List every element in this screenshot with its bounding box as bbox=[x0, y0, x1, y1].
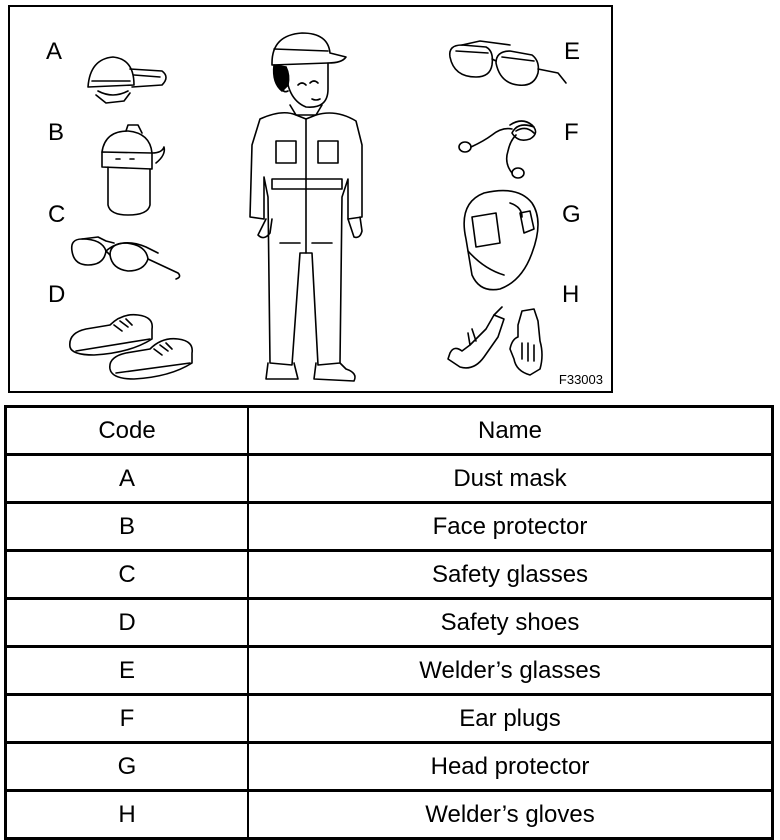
figure-label-c: C bbox=[48, 201, 66, 228]
welders-gloves-icon bbox=[448, 307, 542, 375]
figure-label-g: G bbox=[562, 201, 581, 228]
figure-label-f: F bbox=[564, 119, 579, 146]
table-row bbox=[6, 695, 773, 743]
row-code: F bbox=[6, 695, 249, 743]
equipment-table bbox=[4, 405, 774, 840]
safety-equipment-illustration bbox=[8, 5, 613, 393]
row-name: Dust mask bbox=[248, 455, 773, 503]
safety-shoes-icon bbox=[70, 315, 192, 379]
row-code: E bbox=[6, 647, 249, 695]
dust-mask-icon bbox=[88, 57, 166, 103]
row-code: A bbox=[6, 455, 249, 503]
figure-code: F33003 bbox=[558, 372, 603, 387]
row-name: Welder’s glasses bbox=[248, 647, 773, 695]
table-row bbox=[6, 551, 773, 599]
row-name: Ear plugs bbox=[248, 695, 773, 743]
row-name: Safety glasses bbox=[248, 551, 773, 599]
welders-glasses-icon bbox=[450, 41, 566, 85]
face-protector-icon bbox=[102, 125, 164, 215]
row-code: D bbox=[6, 599, 249, 647]
row-name: Face protector bbox=[248, 503, 773, 551]
table-row bbox=[6, 455, 773, 503]
table-row bbox=[6, 599, 773, 647]
row-name: Welder’s gloves bbox=[248, 791, 773, 839]
row-code: G bbox=[6, 743, 249, 791]
table-row bbox=[6, 647, 773, 695]
figure-label-b: B bbox=[48, 119, 65, 146]
row-code: B bbox=[6, 503, 249, 551]
safety-glasses-icon bbox=[72, 237, 180, 279]
worker-figure-icon bbox=[250, 33, 362, 381]
table-row bbox=[6, 791, 773, 839]
row-name: Head protector bbox=[248, 743, 773, 791]
figure-label-e: E bbox=[564, 38, 581, 65]
table-row bbox=[6, 743, 773, 791]
head-protector-icon bbox=[464, 191, 538, 290]
row-name: Safety shoes bbox=[248, 599, 773, 647]
code-column-header: Code bbox=[6, 407, 249, 455]
row-code: H bbox=[6, 791, 249, 839]
figure-label-h: H bbox=[562, 281, 580, 308]
table-header-row bbox=[6, 407, 773, 455]
figure-label-d: D bbox=[48, 281, 66, 308]
row-code: C bbox=[6, 551, 249, 599]
name-column-header: Name bbox=[248, 407, 773, 455]
table-row bbox=[6, 503, 773, 551]
figure-label-a: A bbox=[46, 38, 63, 65]
ear-plugs-icon bbox=[459, 121, 536, 178]
